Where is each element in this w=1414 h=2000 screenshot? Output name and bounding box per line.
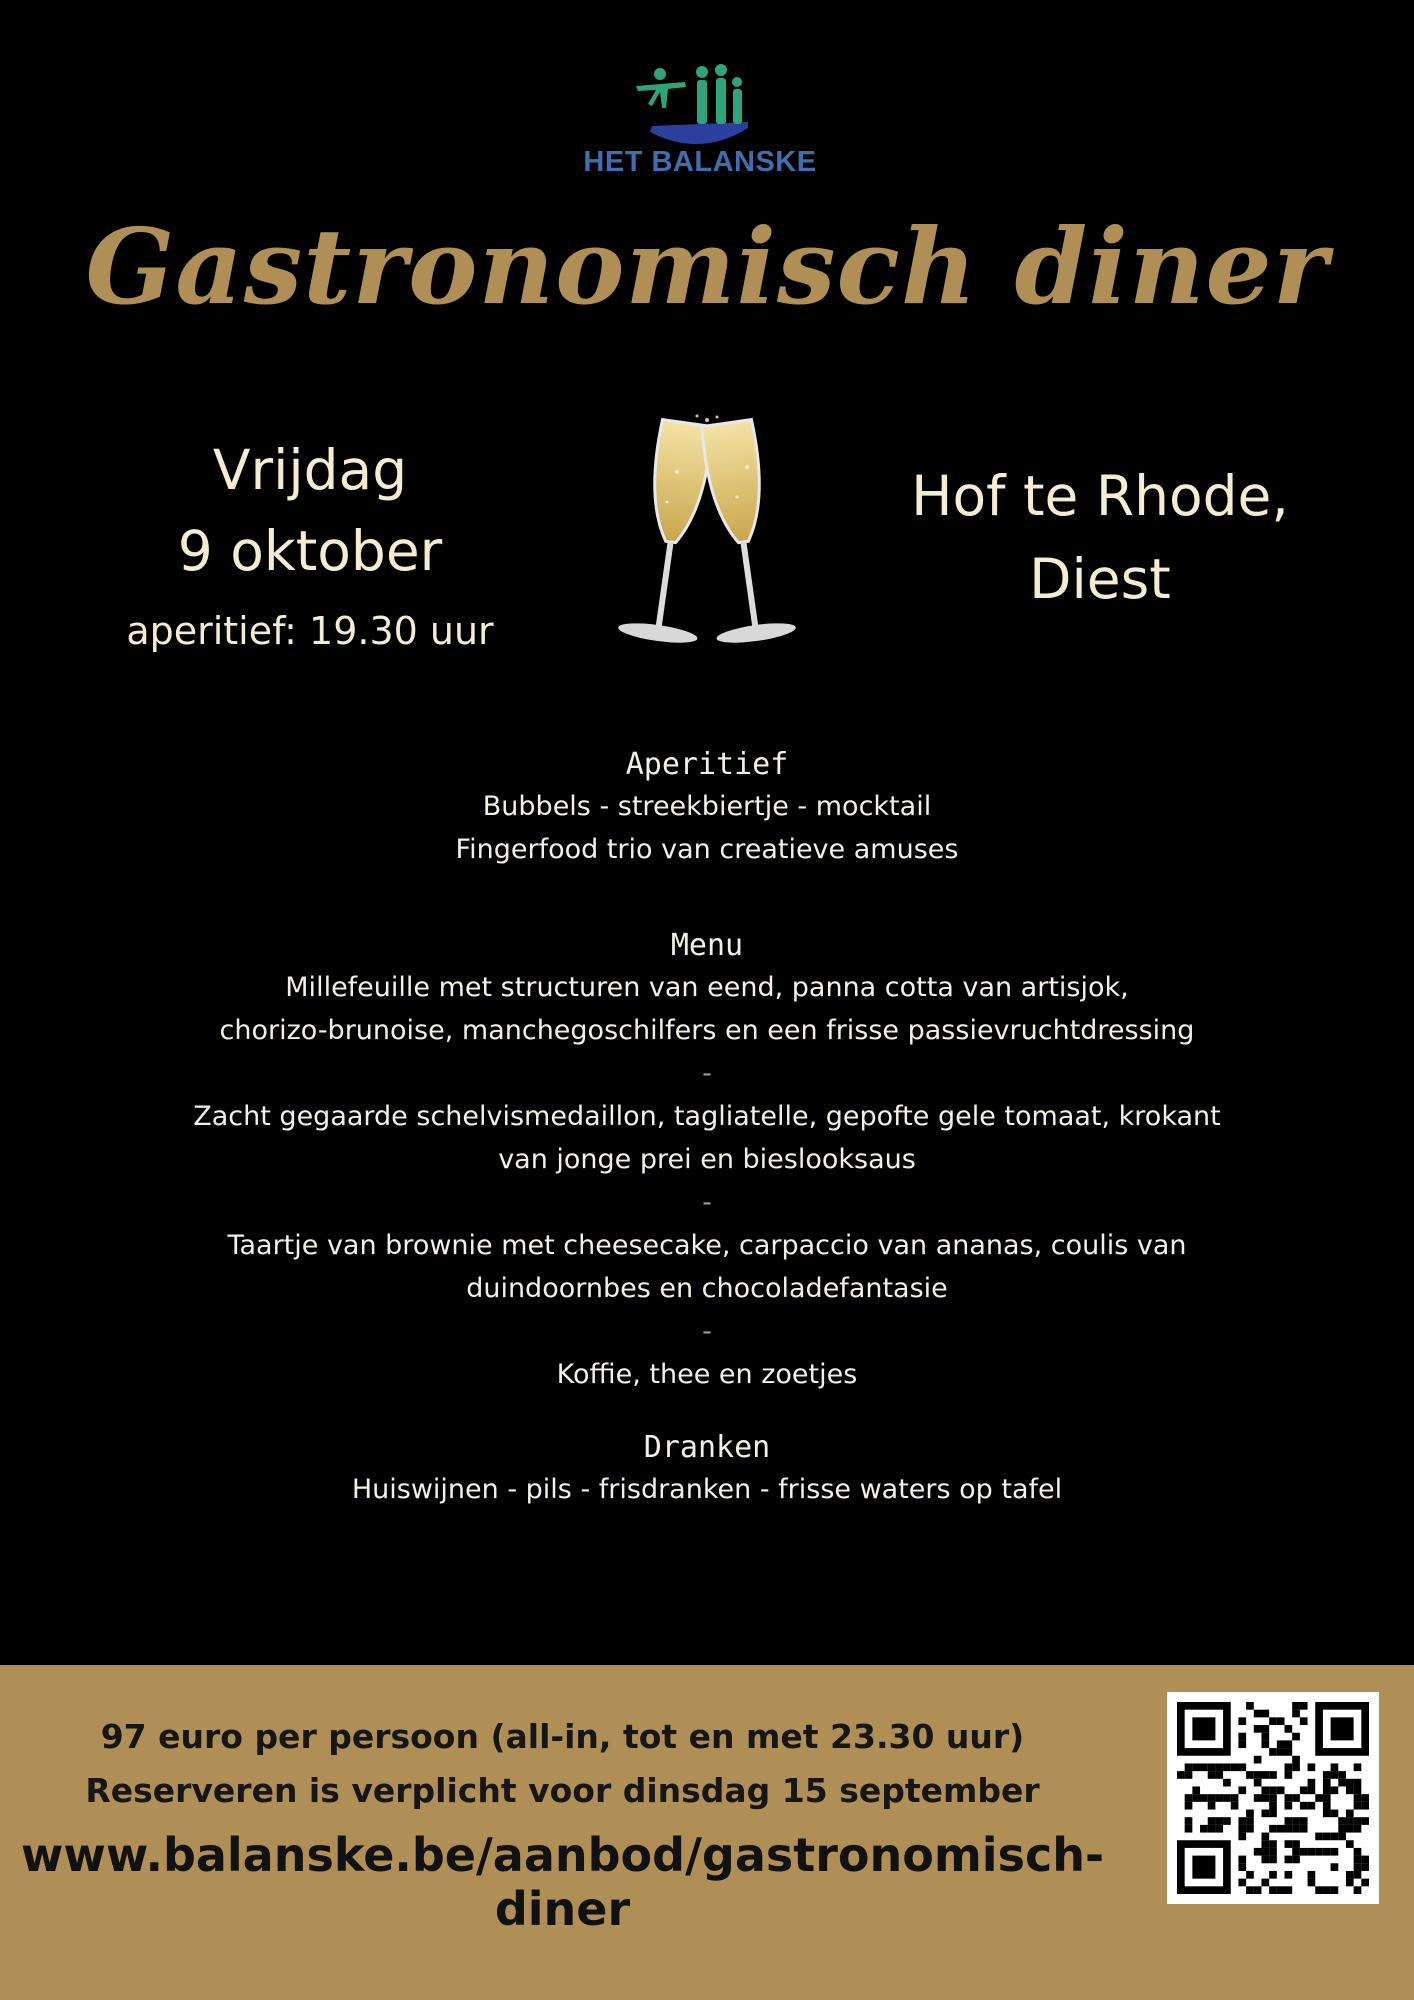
event-date-block [120, 430, 500, 666]
event-venue [880, 455, 1320, 621]
venue-line-1: Hof te Rhode, [911, 464, 1289, 528]
menu-line: Bubbels - streekbiertje - mocktail [482, 791, 932, 822]
menu-line: chorizo-brunoise, manchegoschilfers en een frisse passievruchtdressing [219, 1015, 1195, 1046]
price-text: 97 euro per persoon (all-in, tot en met 23.30 uur) [100, 1717, 1025, 1756]
menu-line: duindoornbes en chocoladefantasie [466, 1273, 948, 1304]
menu-line: Zacht gegaarde schelvismedaillon, tagliatelle, gepofte gele tomaat, krokant [193, 1101, 1221, 1132]
course-separator: - [702, 1316, 712, 1347]
reservation-text: Reserveren is verplicht voor dinsdag 15 september [85, 1771, 1040, 1810]
event-day: Vrijdag [212, 438, 408, 502]
qr-code[interactable] [1167, 1692, 1379, 1904]
qr-code-icon [1177, 1702, 1369, 1894]
aperitief-heading: Aperitief [625, 747, 789, 782]
footer-band [0, 1665, 1414, 2000]
aperitief-time: aperitief: 19.30 uur [126, 609, 494, 653]
champagne-glasses-icon [597, 412, 817, 662]
menu-line: Taartje van brownie met cheesecake, carpaccio van ananas, coulis van [227, 1230, 1187, 1261]
balance-people-icon [630, 62, 770, 150]
course-separator: - [702, 1187, 712, 1218]
menu-section [107, 745, 1307, 1511]
menu-line: van jonge prei en bieslooksaus [498, 1144, 916, 1175]
page-title: Gastronomisch diner [85, 205, 1329, 328]
event-date: 9 oktober [177, 519, 443, 583]
menu-line: Koffie, thee en zoetjes [556, 1359, 858, 1390]
het-balanske-logo [580, 62, 820, 192]
website-link[interactable]: www.balanske.be/aanbod/gastronomisch-diner [20, 1828, 1105, 1936]
menu-line: Fingerfood trio van creatieve amuses [455, 834, 959, 865]
course-separator: - [702, 1058, 712, 1089]
logo-text: HET BALANSKE [583, 146, 817, 178]
menu-line: Millefeuille met structuren van eend, panna cotta van artisjok, [285, 972, 1129, 1003]
menu-line: Huiswijnen - pils - frisdranken - frisse waters op tafel [351, 1474, 1063, 1505]
menu-heading: Menu [670, 928, 744, 963]
venue-line-2: Diest [1029, 547, 1171, 611]
dranken-heading: Dranken [643, 1430, 771, 1465]
